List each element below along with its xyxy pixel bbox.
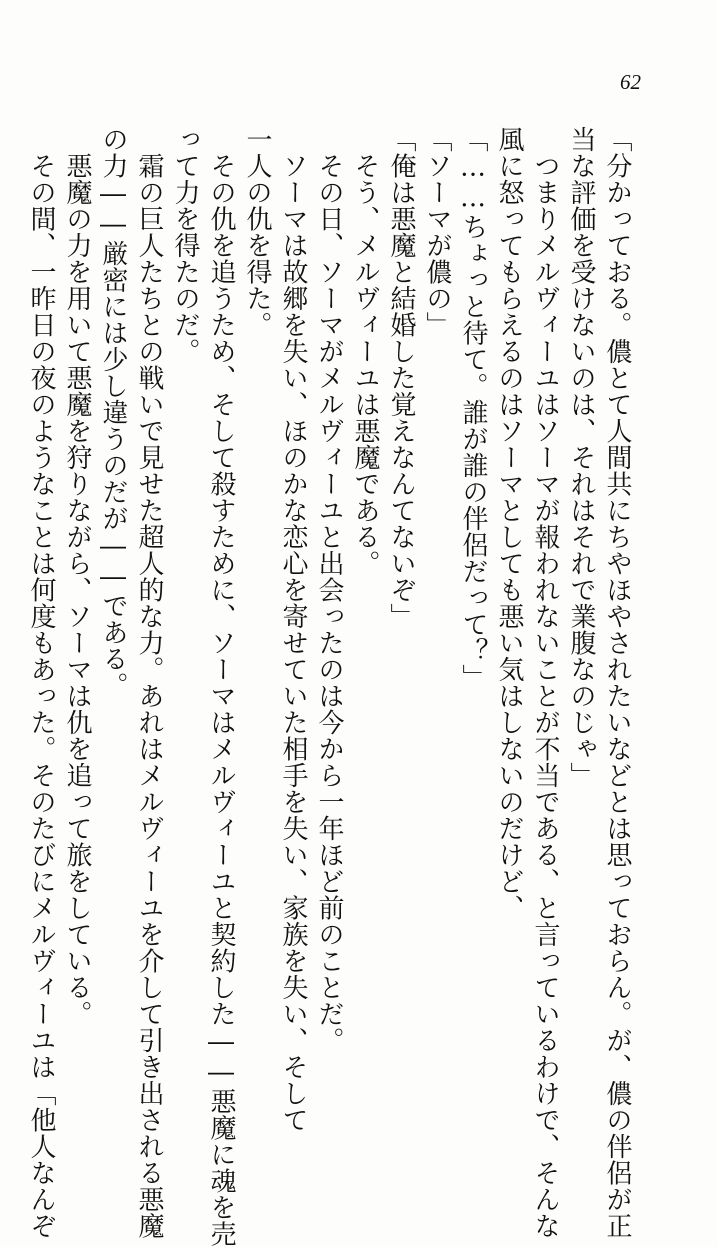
- text-line: そう、メルヴィーユは悪魔である。: [350, 126, 380, 577]
- text-line: つまりメルヴィーユはソーマが報われないことが不当である、と言っているわけで、そんな: [530, 126, 560, 1239]
- text-line: 風に怒ってもらえるのはソーマとしても悪い気はしないのだけど、: [494, 126, 524, 921]
- text-line: その仇を追うため、そして殺すために、ソーマはメルヴィーユと契約した――悪魔に魂を売: [206, 126, 236, 1247]
- text-line: その間、一昨日の夜のようなことは何度もあった。そのたびにメルヴィーユは「他人なんぞ: [26, 126, 56, 1239]
- text-line: 霜の巨人たちとの戦いで見せた超人的な力。あれはメルヴィーユを介して引き出される悪魔: [134, 126, 164, 1239]
- text-line: その日、ソーマがメルヴィーユと出会ったのは今から一年ほど前のことだ。: [314, 126, 344, 1054]
- body-text: [26, 126, 635, 1247]
- text-line: 「ソーマが儂の」: [422, 126, 452, 338]
- text-line: 「……ちょっと待て。誰が誰の伴侶だって？」: [458, 126, 488, 691]
- text-line: 当な評価を受けないのは、それはそれで業腹なのじゃ」: [566, 126, 596, 789]
- text-line: 一人の仇を得た。: [242, 126, 272, 338]
- text-line: ソーマは故郷を失い、ほのかな恋心を寄せていた相手を失い、家族を失い、そして: [278, 126, 308, 1133]
- text-line: って力を得たのだ。: [170, 126, 200, 365]
- text-line: 「分かっておる。儂とて人間共にちやほやされたいなどとは思っておらん。が、儂の伴侶が正: [602, 126, 632, 1239]
- page-number: 62: [620, 70, 641, 94]
- text-line: 「俺は悪魔と結婚した覚えなんてないぞ」: [386, 126, 416, 630]
- text-line: の力――厳密には少し違うのだが――である。: [98, 126, 128, 699]
- text-line: 悪魔の力を用いて悪魔を狩りながら、ソーマは仇を追って旅をしている。: [62, 126, 92, 1027]
